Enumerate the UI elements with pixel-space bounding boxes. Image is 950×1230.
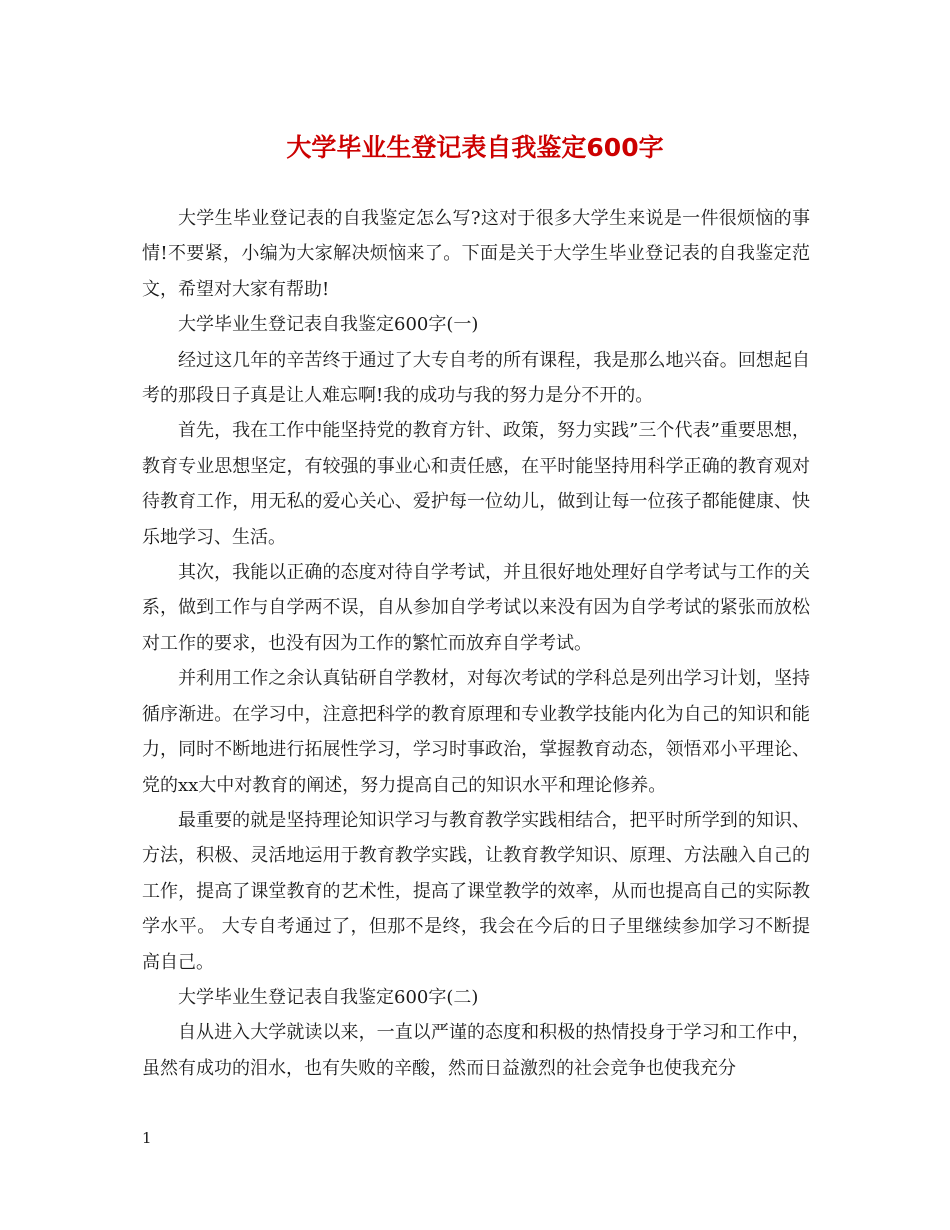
body-paragraph: 自从进入大学就读以来，一直以严谨的态度和积极的热情投身于学习和工作中，虽然有成功的泪水，也有失败的辛酸，然而日益激烈的社会竞争也使我充分 bbox=[142, 1022, 810, 1079]
page-title: 大学毕业生登记表自我鉴定600字 bbox=[286, 133, 664, 162]
body-paragraph: 并利用工作之余认真钻研自学教材，对每次考试的学科总是列出学习计划，坚持循序渐进。在学习中，注意把科学的教育原理和专业教学技能内化为自己的知识和能力，同时不断地进行拓展性学习，学习时事政治，掌握教育动态，领悟邓小平理论、党的xx大中对教育的阐述，努力提高自己的知识水平和理论修养。 bbox=[142, 668, 810, 796]
page-number: 1 bbox=[142, 1129, 152, 1147]
intro-paragraph: 大学生毕业登记表的自我鉴定怎么写?这对于很多大学生来说是一件很烦恼的事情!不要紧，小编为大家解决烦恼来了。下面是关于大学生毕业登记表的自我鉴定范文，希望对大家有帮助! bbox=[142, 208, 810, 300]
body-paragraph: 其次，我能以正确的态度对待自学考试，并且很好地处理好自学考试与工作的关系，做到工作与自学两不误，自从参加自学考试以来没有因为自学考试的紧张而放松对工作的要求，也没有因为工作的繁忙而放弃自学考试。 bbox=[142, 562, 810, 654]
body-paragraph: 最重要的就是坚持理论知识学习与教育教学实践相结合，把平时所学到的知识、方法，积极、灵活地运用于教育教学实践，让教育教学知识、原理、方法融入自己的工作，提高了课堂教育的艺术性，提高了课堂教学的效率，从而也提高自己的实际教学水平。 大专自考通过了，但那不是终，我会在今后的日子里继续参加学习不断提高自己。 bbox=[142, 809, 810, 973]
section-heading-one: 大学毕业生登记表自我鉴定600字(一) bbox=[178, 314, 479, 336]
document-body bbox=[142, 201, 810, 1086]
body-paragraph: 经过这几年的辛苦终于通过了大专自考的所有课程，我是那么地兴奋。回想起自考的那段日子真是让人难忘啊!我的成功与我的努力是分不开的。 bbox=[142, 349, 810, 407]
section-heading-two: 大学毕业生登记表自我鉴定600字(二) bbox=[178, 986, 479, 1008]
body-paragraph: 首先，我在工作中能坚持党的教育方针、政策，努力实践”三个代表”重要思想，教育专业思想坚定，有较强的事业心和责任感，在平时能坚持用科学正确的教育观对待教育工作，用无私的爱心关心、爱护每一位幼儿，做到让每一位孩子都能健康、快乐地学习、生活。 bbox=[142, 420, 810, 548]
